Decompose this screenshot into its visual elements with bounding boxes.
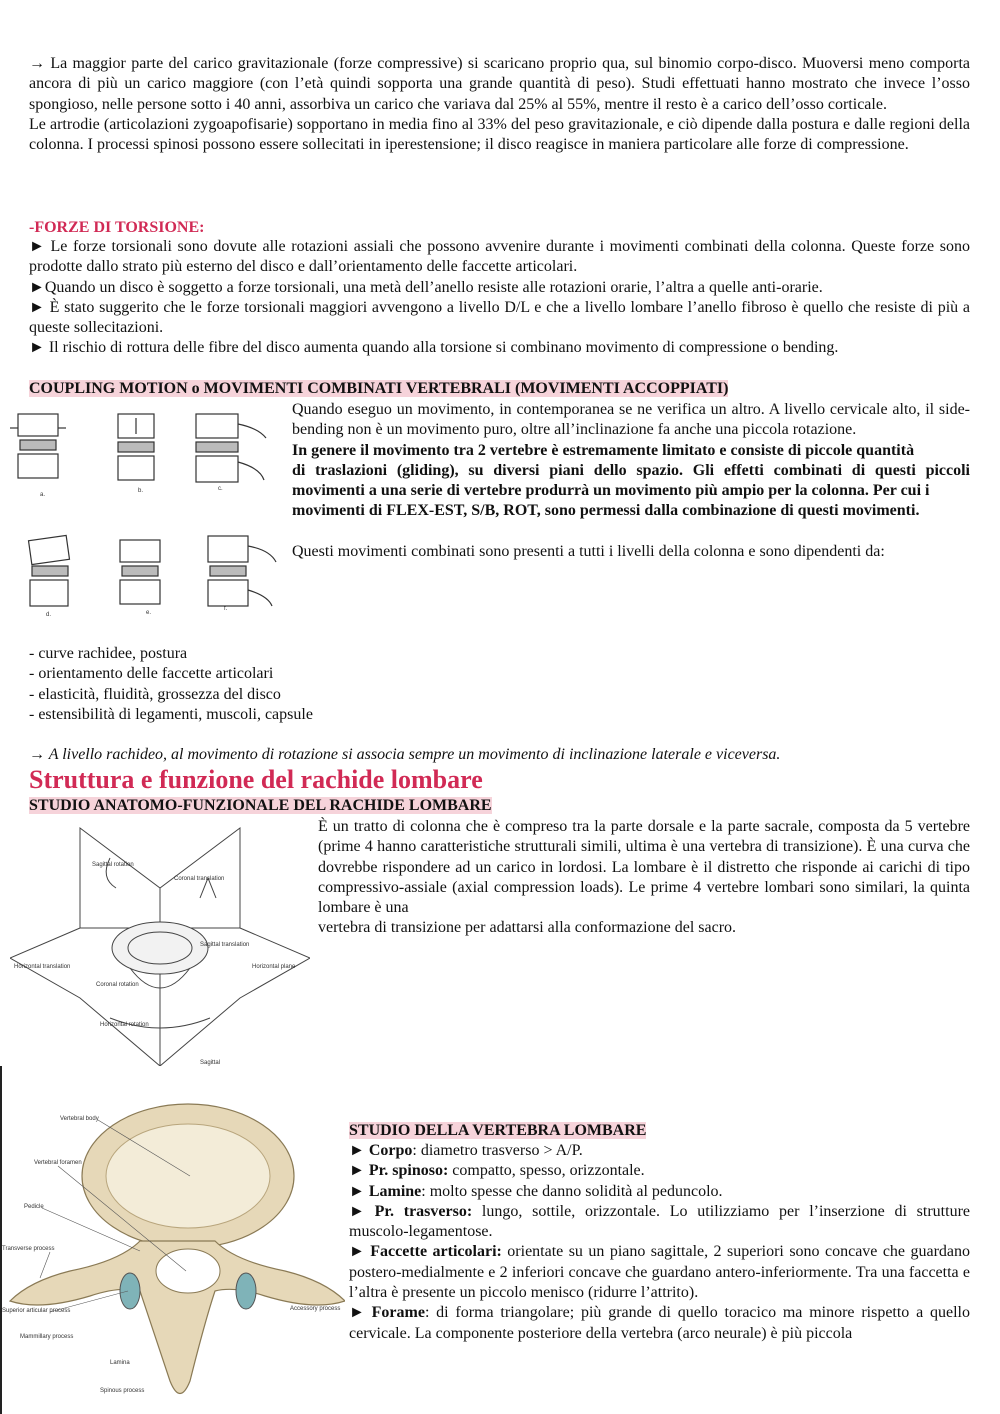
lombare-paragraph: È un tratto di colonna che è compreso tra la parte dorsale e la parte sacrale, composta da 5 vertebre (prime 4 hanno caratteristiche strutturali simili, ultima è una vertebra di transizione). È una curva che dovrebbe rispondere ad un carico in lordosi. La lombare è il distretto che risponde ai carichi di tipo compressivo-assiale (axial compression loads). Le prime 4 vertebre lombari sono similari, la quinta lombare è una: [318, 818, 970, 917]
figure-label: b.: [138, 488, 144, 494]
list-item: - orientamento delle faccette articolari: [29, 665, 274, 683]
intro-paragraph: → La maggior parte del carico gravitazionale (forze compressive) si scaricano proprio qua, sul binomio corpo-disco. Muoversi meno comporta ancora di più un carico maggiore (con l’età quindi sopporta una grande quantità di peso). Studi effettuati hanno mostrato che invece l’osso spongioso, nelle persone sotto i 40 anni, assorbiva un carico che variava dal 25% al 55%, mentre il resto è a carico dell’osso corticale. Le artrodie (articolazioni zygoapofisarie) sopportano in media fino al 33% del peso gravitazionale, e ciò dipende dalla postura e dalle regioni della colonna. I processi spinosi possono essere sollecitati in iperestensione; il disco reagisce in maniera particolare alle forze di compressione.: [29, 55, 970, 154]
vertebra-item: ► Faccette articolari: orientate su un piano sagittale, 2 superiori sono concave che guardano postero-medialmente e 2 inferiori concave che guardano antero-inferiormente. Tra una faccetta e l’altra è presente un piccolo menisco (ridurre l’attrito).: [349, 1243, 971, 1302]
diagram-label: Sagittal: [200, 1060, 221, 1066]
coupling-bold-3: movimenti di FLEX-EST, S/B, ROT, sono permessi dalla combinazione di questi movimenti.: [292, 502, 920, 520]
diagram-label: Sagittal translation: [200, 942, 250, 948]
coupling-list: [29, 644, 313, 725]
coupling-bold-1: In genere il movimento tra 2 vertebre è estremamente limitato e consiste di piccole quantità: [292, 441, 915, 459]
torsion-item: ► Le forze torsionali sono dovute alle rotazioni assiali che possono avvenire durante i movimenti combinati della colonna. Queste forze sono prodotte dallo strato più esterno del disco e dall’orientamento delle faccette articolari.: [29, 238, 970, 276]
lumbar-motion-diagram: [10, 818, 310, 1066]
coupling-motion-figure: [0, 400, 288, 622]
vertebra-label: Lamina: [110, 1360, 130, 1366]
torsion-item: ►Quando un disco è soggetto a forze torsionali, una metà dell’anello resiste alle rotazioni orarie, l’altra a quelle anti-orarie.: [29, 278, 823, 296]
diagram-label: Horizontal plane: [252, 964, 296, 970]
lombare-paragraph-2: vertebra di transizione per adattarsi alla conformazione del sacro.: [318, 919, 737, 937]
section-title: Struttura e funzione del rachide lombare: [29, 765, 483, 794]
diagram-label: Horizontal rotation: [100, 1022, 149, 1028]
vertebra-label: Vertebral foramen: [34, 1160, 82, 1166]
vertebra-heading: STUDIO DELLA VERTEBRA LOMBARE: [349, 1122, 647, 1139]
vertebra-shape: [18, 414, 58, 436]
vertebra-label: Pedicle: [24, 1204, 44, 1210]
vertebra-label: Spinous process: [100, 1388, 145, 1394]
diagram-label: Coronal translation: [174, 876, 225, 882]
vertebra-item: ► Pr. spinoso: compatto, spesso, orizzontale.: [349, 1162, 645, 1180]
torsion-item: ► Il rischio di rottura delle fibre del disco aumenta quando alla torsione si combinano movimento di compressione o bending.: [29, 339, 839, 357]
figure-label: d.: [46, 612, 52, 618]
coupling-bold-2: di traslazioni (gliding), su diversi piani dello spazio. Gli effetti combinati di questi piccoli movimenti a una serie di vertebre produrrà un movimento più ampio per la colonna. Per cui i: [292, 461, 970, 500]
vertebra-item: ► Forame: di forma triangolare; più grande di quello toracico ma minore rispetto a quello cervicale. La componente posteriore della vertebra (arco neurale) è più piccola: [349, 1304, 970, 1342]
figure-label: f.: [224, 606, 228, 612]
vertebra-label: Superior articular process: [2, 1308, 71, 1314]
vertebra-item: ► Lamine: molto spesse che danno solidità al peduncolo.: [349, 1182, 723, 1200]
figure-label: a.: [40, 492, 46, 498]
diagram-label: Coronal rotation: [96, 982, 139, 988]
torsion-list: [29, 237, 970, 359]
coupling-note: → A livello rachideo, al movimento di rotazione si associa sempre un movimento di inclinazione laterale e viceversa.: [29, 746, 781, 763]
list-item: - estensibilità di legamenti, muscoli, capsule: [29, 705, 313, 723]
torsion-item: ► È stato suggerito che le forze torsionali maggiori avvengono a livello D/L e che a livello lombare l’anello fibroso è quello che resiste di più a queste sollecitazioni.: [29, 298, 970, 337]
figure-label: e.: [146, 610, 152, 616]
figure-label: c.: [218, 486, 223, 492]
disc-shape: [20, 440, 56, 450]
lombare-subheading: STUDIO ANATOMO-FUNZIONALE DEL RACHIDE LOMBARE: [29, 797, 492, 814]
vertebra-item: ► Pr. trasverso: lungo, sottile, orizzontale. Lo utilizziamo per l’inserzione di strutture muscolo-legamentose.: [349, 1202, 970, 1241]
vertebra-item: ► Corpo: diametro trasverso > A/P.: [349, 1142, 583, 1159]
lumbar-vertebra-figure: [0, 1066, 345, 1414]
coupling-dependent: Questi movimenti combinati sono presenti a tutti i livelli della colonna e sono dipendenti da:: [292, 543, 885, 561]
list-item: - curve rachidee, postura: [29, 645, 188, 662]
vertebra-label: Vertebral body: [60, 1116, 99, 1122]
coupling-heading: COUPLING MOTION o MOVIMENTI COMBINATI VERTEBRALI (MOVIMENTI ACCOPPIATI): [29, 380, 729, 397]
coupling-intro: Quando eseguo un movimento, in contemporanea se ne verifica un altro. A livello cervicale alto, il side-bending non è un movimento puro, oltre all’inclinazione fa anche una piccola rotazione.: [292, 401, 970, 439]
list-item: - elasticità, fluidità, grossezza del disco: [29, 685, 281, 703]
coupling-text: [292, 400, 970, 562]
torsion-heading: -FORZE DI TORSIONE:: [29, 219, 205, 236]
diagram-label: Sagittal rotation: [92, 862, 134, 868]
diagram-label: Horizontal translation: [14, 964, 71, 970]
vertebra-label: Transverse process: [2, 1246, 55, 1252]
vertebra-list: [349, 1141, 970, 1344]
vertebra-label: Mammillary process: [20, 1334, 74, 1340]
lombare-text: [318, 817, 970, 939]
vertebra-label: Accessory process: [290, 1306, 341, 1312]
